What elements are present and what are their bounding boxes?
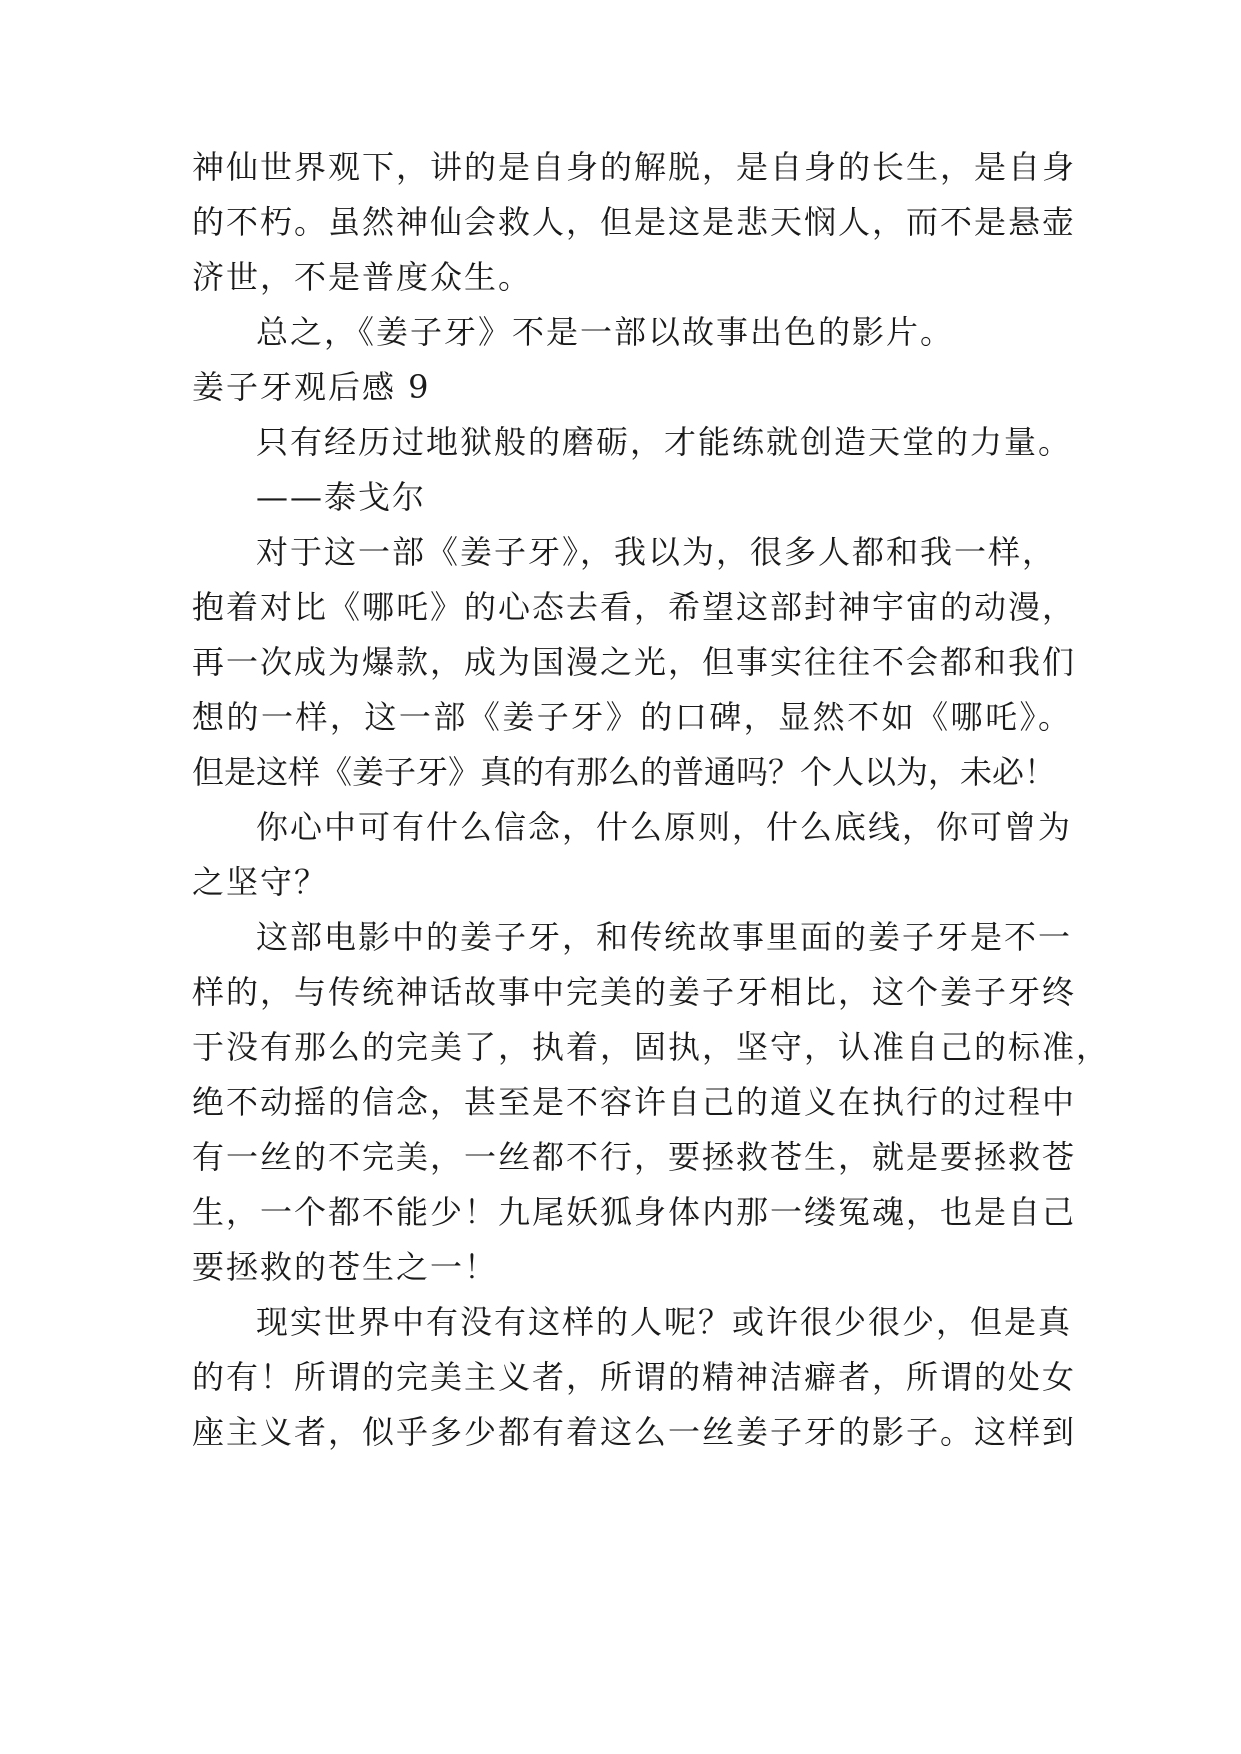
- section-heading: 姜子牙观后感 9: [192, 368, 431, 406]
- text-line: 要拯救的苍生之一！: [192, 1248, 499, 1286]
- text-line: 你心中可有什么信念，什么原则，什么底线，你可曾为: [256, 808, 1073, 846]
- quote-attribution: ——泰戈尔: [256, 478, 427, 516]
- text-line: 这部电影中的姜子牙，和传统故事里面的姜子牙是不一: [256, 918, 1073, 956]
- text-line: 座主义者，似乎多少都有着这么一丝姜子牙的影子。这样到: [192, 1413, 1077, 1451]
- text-line: 现实世界中有没有这样的人呢？或许很少很少，但是真: [256, 1303, 1073, 1341]
- text-line: 总之，《姜子牙》不是一部以故事出色的影片。: [256, 313, 955, 351]
- text-line: 于没有那么的完美了，执着，固执，坚守，认准自己的标准，: [192, 1028, 1111, 1066]
- text-line: 绝不动摇的信念，甚至是不容许自己的道义在执行的过程中: [192, 1083, 1077, 1121]
- text-line: 再一次成为爆款，成为国漫之光，但事实往往不会都和我们: [192, 643, 1077, 681]
- text-line: 抱着对比《哪吒》的心态去看，希望这部封神宇宙的动漫，: [192, 588, 1077, 626]
- text-line: 想的一样，这一部《姜子牙》的口碑，显然不如《哪吒》。: [192, 698, 1072, 736]
- text-line: 对于这一部《姜子牙》，我以为，很多人都和我一样，: [256, 533, 1057, 571]
- text-line: 神仙世界观下，讲的是自身的解脱，是自身的长生，是自身: [192, 148, 1077, 186]
- text-line: 的不朽。虽然神仙会救人，但是这是悲天悯人，而不是悬壶: [192, 203, 1077, 241]
- quote-line: 只有经历过地狱般的磨砺，才能练就创造天堂的力量。: [256, 423, 1073, 461]
- text-line: 济世，不是普度众生。: [192, 258, 533, 296]
- text-line: 之坚守？: [192, 863, 329, 901]
- text-line: 生，一个都不能少！九尾妖狐身体内那一缕冤魂，也是自己: [192, 1193, 1077, 1231]
- text-line: 样的，与传统神话故事中完美的姜子牙相比，这个姜子牙终: [192, 973, 1077, 1011]
- text-line: 有一丝的不完美，一丝都不行，要拯救苍生，就是要拯救苍: [192, 1138, 1077, 1176]
- text-line: 的有！所谓的完美主义者，所谓的精神洁癖者，所谓的处女: [192, 1358, 1077, 1396]
- text-line: 但是这样《姜子牙》真的有那么的普通吗？个人以为，未必！: [192, 753, 1057, 791]
